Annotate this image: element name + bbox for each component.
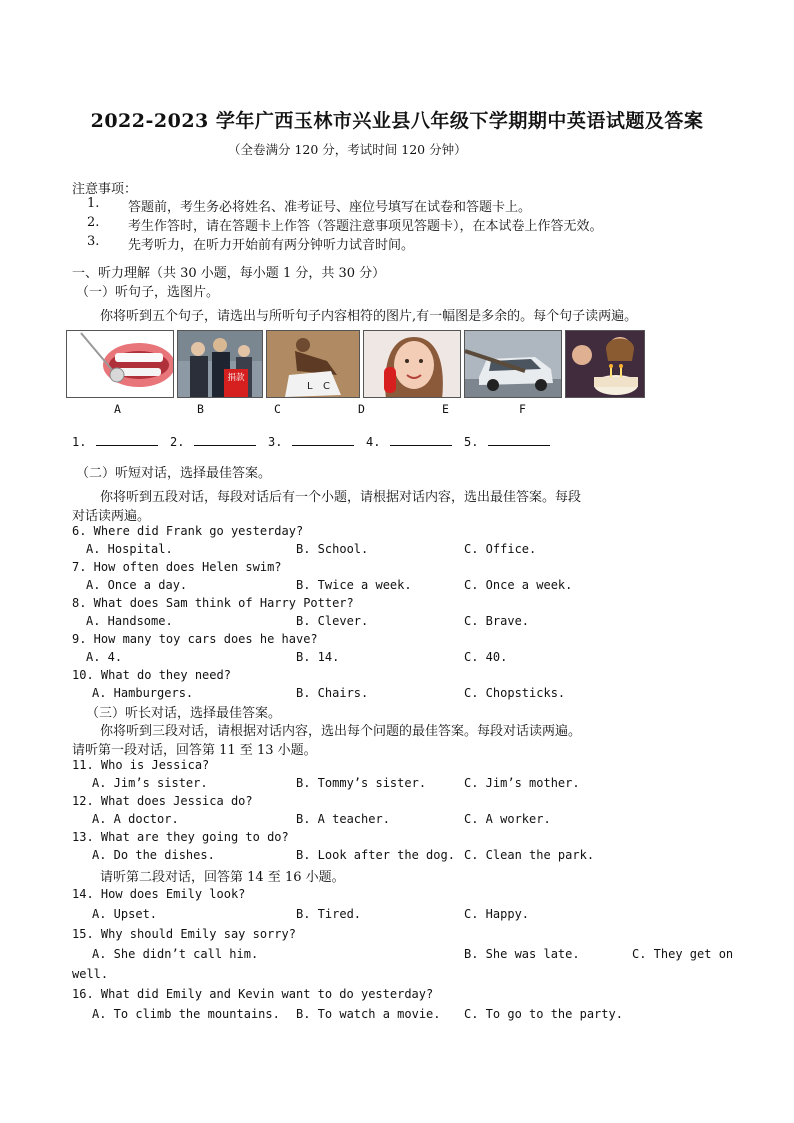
option-b: B. School. (296, 542, 369, 556)
blank-number: 3. (268, 435, 283, 449)
option-a: A. Handsome. (86, 614, 173, 628)
note-text: 先考听力，在听力开始前有两分钟听力试音时间。 (128, 238, 415, 253)
blank-number: 2. (170, 435, 185, 449)
question-text: 6. Where did Frank go yesterday? (72, 524, 304, 538)
option-c: C. 40. (464, 650, 508, 664)
donation-box-text: 捐款 (227, 373, 245, 383)
option-c: C. Office. (464, 542, 537, 556)
question-text: 8. What does Sam think of Harry Potter? (72, 596, 354, 610)
donation-box-image (177, 330, 263, 398)
picture-label: B (197, 402, 204, 416)
option-b: B. Look after the dog. (296, 848, 455, 862)
part3-heading: （三）听长对话，选择最佳答案。 (86, 706, 282, 721)
answer-blank (268, 433, 354, 449)
notes-heading: 注意事项： (72, 182, 138, 197)
part1-instruction: 你将听到五个句子，请选出与所听句子内容相符的图片,有一幅图是多余的。每个句子读两遍。 (100, 309, 638, 324)
option-b: B. To watch a movie. (296, 1007, 441, 1021)
note-text: 考生作答时，请在答题卡上作答（答题注意事项见答题卡），在本试卷上作答无效。 (128, 219, 603, 234)
option-c-cont: well. (72, 967, 109, 981)
blank-line (96, 433, 158, 446)
blank-number: 4. (366, 435, 381, 449)
option-a: A. Do the dishes. (92, 848, 215, 862)
option-c: C. To go to the party. (464, 1007, 623, 1021)
note-number: 2. (87, 215, 100, 230)
dialog1-note: 请听第一段对话，回答第 11 至 13 小题。 (72, 743, 317, 758)
note-number: 1. (87, 196, 100, 211)
blank-line (292, 433, 354, 446)
picture-label: E (442, 402, 449, 416)
blank-line (488, 433, 550, 446)
option-a: A. Hospital. (86, 542, 173, 556)
part2-instruction: 你将听到五段对话，每段对话后有一个小题，请根据对话内容，选出最佳答案。每段 (100, 490, 582, 505)
option-a: A. Upset. (92, 907, 158, 921)
option-a: A. 4. (86, 650, 123, 664)
option-b: B. 14. (296, 650, 340, 664)
option-b: B. Clever. (296, 614, 369, 628)
option-b: B. Tommy’s sister. (296, 776, 427, 790)
question-text: 7. How often does Helen swim? (72, 560, 282, 574)
tooth-mirror-image (66, 330, 174, 398)
option-a: A. To climb the mountains. (92, 1007, 280, 1021)
option-a: A. A doctor. (92, 812, 179, 826)
answer-blank (366, 433, 452, 449)
blank-number: 5. (464, 435, 479, 449)
part2-heading: （二）听短对话，选择最佳答案。 (76, 466, 272, 481)
question-text: 16. What did Emily and Kevin want to do yesterday? (72, 987, 434, 1001)
blank-number: 1. (72, 435, 87, 449)
option-c: C. Happy. (464, 907, 530, 921)
option-c: C. Clean the park. (464, 848, 595, 862)
option-a: A. Hamburgers. (92, 686, 194, 700)
answer-blank (464, 433, 550, 449)
answer-blank (170, 433, 256, 449)
option-a: A. She didn’t call him. (92, 947, 259, 961)
option-a: A. Once a day. (86, 578, 188, 592)
note-text: 答题前，考生务必将姓名、准考证号、座位号填写在试卷和答题卡上。 (128, 200, 532, 215)
option-b: B. A teacher. (296, 812, 390, 826)
page-subtitle: （全卷满分 120 分，考试时间 120 分钟） (228, 142, 467, 157)
answer-blank (72, 433, 158, 449)
girl-phone-image (363, 330, 461, 398)
crashed-car-image (464, 330, 562, 398)
option-c: C. Jim’s mother. (464, 776, 580, 790)
birthday-cake-image (565, 330, 645, 398)
question-text: 15. Why should Emily say sorry? (72, 927, 296, 941)
question-text: 12. What does Jessica do? (72, 794, 253, 808)
option-c: C. A worker. (464, 812, 551, 826)
question-text: 13. What are they going to do? (72, 830, 289, 844)
dialog2-note: 请听第二段对话，回答第 14 至 16 小题。 (100, 870, 345, 885)
option-b: B. Chairs. (296, 686, 369, 700)
section-heading: 一、听力理解（共 30 小题，每小题 1 分，共 30 分） (72, 266, 386, 281)
blank-line (194, 433, 256, 446)
blank-line (390, 433, 452, 446)
part2-instruction-cont: 对话读两遍。 (72, 509, 151, 524)
part3-instruction: 你将听到三段对话，请根据对话内容，选出每个问题的最佳答案。每段对话读两遍。 (100, 724, 582, 739)
option-c: C. They get on (632, 947, 734, 961)
page-title: 2022-2023 学年广西玉林市兴业县八年级下学期期中英语试题及答案 (90, 110, 704, 132)
option-c: C. Once a week. (464, 578, 573, 592)
question-text: 14. How does Emily look? (72, 887, 246, 901)
option-c: C. Brave. (464, 614, 530, 628)
question-text: 9. How many toy cars does he have? (72, 632, 318, 646)
option-c: C. Chopsticks. (464, 686, 566, 700)
svg-text:C: C (323, 381, 330, 392)
option-b: B. Tired. (296, 907, 362, 921)
option-b: B. She was late. (464, 947, 580, 961)
picture-label: F (519, 402, 526, 416)
note-number: 3. (87, 234, 100, 249)
question-text: 11. Who is Jessica? (72, 758, 210, 772)
svg-text:L: L (307, 381, 313, 392)
option-a: A. Jim’s sister. (92, 776, 208, 790)
option-b: B. Twice a week. (296, 578, 412, 592)
picture-label: C (274, 402, 281, 416)
question-text: 10. What do they need? (72, 668, 231, 682)
floor-sign-image (266, 330, 360, 398)
picture-label: A (114, 402, 121, 416)
part1-heading: （一）听句子，选图片。 (76, 285, 220, 300)
picture-label: D (358, 402, 365, 416)
